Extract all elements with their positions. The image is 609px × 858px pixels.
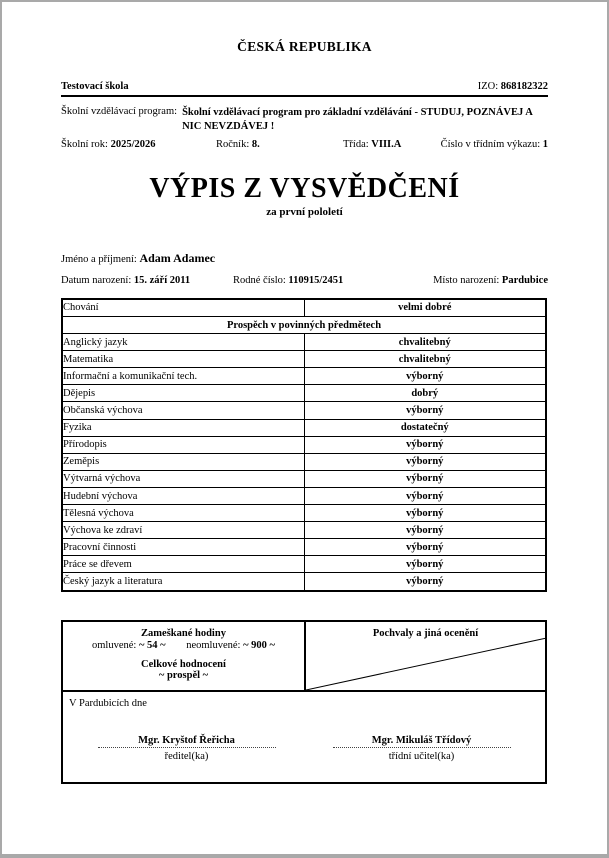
register-number-field — [441, 138, 548, 152]
birth-place-value: Pardubice — [501, 274, 548, 286]
birth-place-label: Místo narození: — [433, 274, 500, 286]
subject-label: Anglický jazyk — [62, 334, 304, 351]
izo-value: 868182322 — [500, 81, 548, 92]
absence-cell — [63, 622, 306, 690]
excused-label: omluvené: — [91, 639, 137, 651]
subject-row — [62, 351, 546, 368]
unexcused-label: neomluvené: — [186, 639, 241, 651]
subject-grade: výborný — [304, 556, 546, 573]
subject-row — [62, 505, 546, 522]
personal-id-value: 110915/2451 — [288, 274, 344, 286]
subject-grade: výborný — [304, 368, 546, 385]
place-line: V Pardubicích dne — [69, 697, 147, 709]
subject-grade: dostatečný — [304, 419, 546, 436]
signatures-row — [69, 735, 539, 762]
subject-label: Výchova ke zdraví — [62, 522, 304, 539]
subject-row — [62, 487, 546, 504]
subject-label: Tělesná výchova — [62, 505, 304, 522]
subject-grade: chvalitebný — [304, 334, 546, 351]
birth-date-field — [61, 275, 233, 286]
subject-grade: výborný — [304, 470, 546, 487]
page-content — [61, 39, 548, 784]
grade-field — [216, 138, 343, 152]
director-role: ředitel(ka) — [164, 750, 209, 762]
school-name: Testovací škola — [61, 81, 129, 92]
izo-field — [478, 81, 548, 92]
school-year-field — [61, 138, 216, 152]
school-izo-row — [61, 81, 548, 97]
teacher-signature-block — [304, 735, 539, 762]
grade-value: 8. — [251, 139, 260, 151]
overall-title: Celkové hodnocení — [141, 658, 226, 670]
subject-label: Výtvarná výchova — [62, 470, 304, 487]
teacher-signature-line — [333, 746, 511, 748]
register-number-value: 1 — [542, 139, 548, 151]
izo-label: IZO: — [477, 81, 499, 92]
subject-label: Pracovní činnosti — [62, 539, 304, 556]
class-field — [343, 138, 441, 152]
subject-grade: výborný — [304, 402, 546, 419]
school-year-value: 2025/2026 — [110, 139, 156, 151]
teacher-role: třídní učitel(ka) — [388, 750, 455, 762]
behavior-label: Chování — [62, 299, 304, 317]
subject-label: Přírodopis — [62, 436, 304, 453]
personal-id-label: Rodné číslo: — [233, 274, 286, 286]
subject-row — [62, 419, 546, 436]
grade-label: Ročník: — [216, 139, 250, 151]
subject-row — [62, 334, 546, 351]
register-number-label: Číslo v třídním výkazu: — [440, 139, 541, 151]
country-heading: ČESKÁ REPUBLIKA — [237, 39, 372, 54]
subject-label: Dějepis — [62, 385, 304, 402]
teacher-name: Mgr. Mikuláš Třídový — [371, 734, 472, 746]
subject-row — [62, 522, 546, 539]
document-title: VÝPIS Z VYSVĚDČENÍ — [149, 172, 460, 204]
student-name-row — [61, 251, 548, 266]
subject-row — [62, 453, 546, 470]
program-label: Školní vzdělávací program: — [61, 106, 178, 117]
praise-title: Pochvaly a jiná ocenění — [372, 627, 479, 639]
student-birth-row — [61, 275, 548, 286]
summary-box — [61, 620, 547, 784]
subject-grade: výborný — [304, 505, 546, 522]
subject-grade: výborný — [304, 573, 546, 591]
birth-date-label: Datum narození: — [61, 274, 132, 286]
birth-date-value: 15. září 2011 — [133, 274, 191, 286]
subject-row — [62, 436, 546, 453]
subject-grade: výborný — [304, 487, 546, 504]
subject-grade: výborný — [304, 453, 546, 470]
subject-label: Hudební výchova — [62, 487, 304, 504]
class-value: VIII.A — [371, 139, 402, 151]
subject-row — [62, 573, 546, 591]
school-year-label: Školní rok: — [61, 139, 108, 151]
signature-section — [63, 690, 545, 782]
class-label: Třída: — [343, 139, 369, 151]
subject-row — [62, 556, 546, 573]
subject-row — [62, 402, 546, 419]
subject-label: Matematika — [62, 351, 304, 368]
subject-row — [62, 385, 546, 402]
subject-row — [62, 470, 546, 487]
subject-grade: výborný — [304, 539, 546, 556]
director-name: Mgr. Kryštof Řeřicha — [138, 734, 235, 746]
subject-grade: výborný — [304, 436, 546, 453]
subject-label: Práce se dřevem — [62, 556, 304, 573]
behavior-row — [62, 299, 546, 317]
absence-title: Zameškané hodiny — [141, 627, 226, 639]
subject-row — [62, 539, 546, 556]
summary-top-row — [63, 622, 545, 690]
year-class-row — [61, 138, 548, 152]
student-name-label: Jméno a příjmení: — [61, 253, 137, 265]
document-subtitle: za první pololetí — [266, 205, 343, 218]
subject-grade: chvalitebný — [304, 351, 546, 368]
grades-table — [61, 298, 547, 592]
behavior-value: velmi dobré — [304, 299, 546, 317]
director-signature-block — [69, 735, 304, 762]
subject-label: Fyzika — [62, 419, 304, 436]
subject-label: Informační a komunikační tech. — [62, 368, 304, 385]
section-header-row — [62, 317, 546, 334]
subject-grade: dobrý — [304, 385, 546, 402]
education-program-row — [61, 106, 548, 133]
program-value: Školní vzdělávací program pro základní vzdělávání - STUDUJ, POZNÁVEJ A NIC NEVZDÁVEJ ! — [182, 107, 533, 132]
director-signature-line — [98, 746, 276, 748]
personal-id-field — [233, 275, 433, 286]
absence-values — [63, 640, 304, 651]
subject-label: Zeměpis — [62, 453, 304, 470]
overall-value: ~ prospěl ~ — [158, 669, 209, 681]
subject-row — [62, 368, 546, 385]
crossed-out-line — [306, 622, 545, 690]
birth-place-field — [433, 275, 548, 286]
praise-cell — [306, 622, 545, 690]
subject-label: Občanská výchova — [62, 402, 304, 419]
subject-label: Český jazyk a literatura — [62, 573, 304, 591]
unexcused-value: ~ 900 ~ — [243, 639, 276, 651]
student-name-value: Adam Adamec — [139, 250, 216, 265]
excused-value: ~ 54 ~ — [138, 639, 166, 651]
subject-grade: výborný — [304, 522, 546, 539]
section-header: Prospěch v povinných předmětech — [62, 317, 546, 334]
